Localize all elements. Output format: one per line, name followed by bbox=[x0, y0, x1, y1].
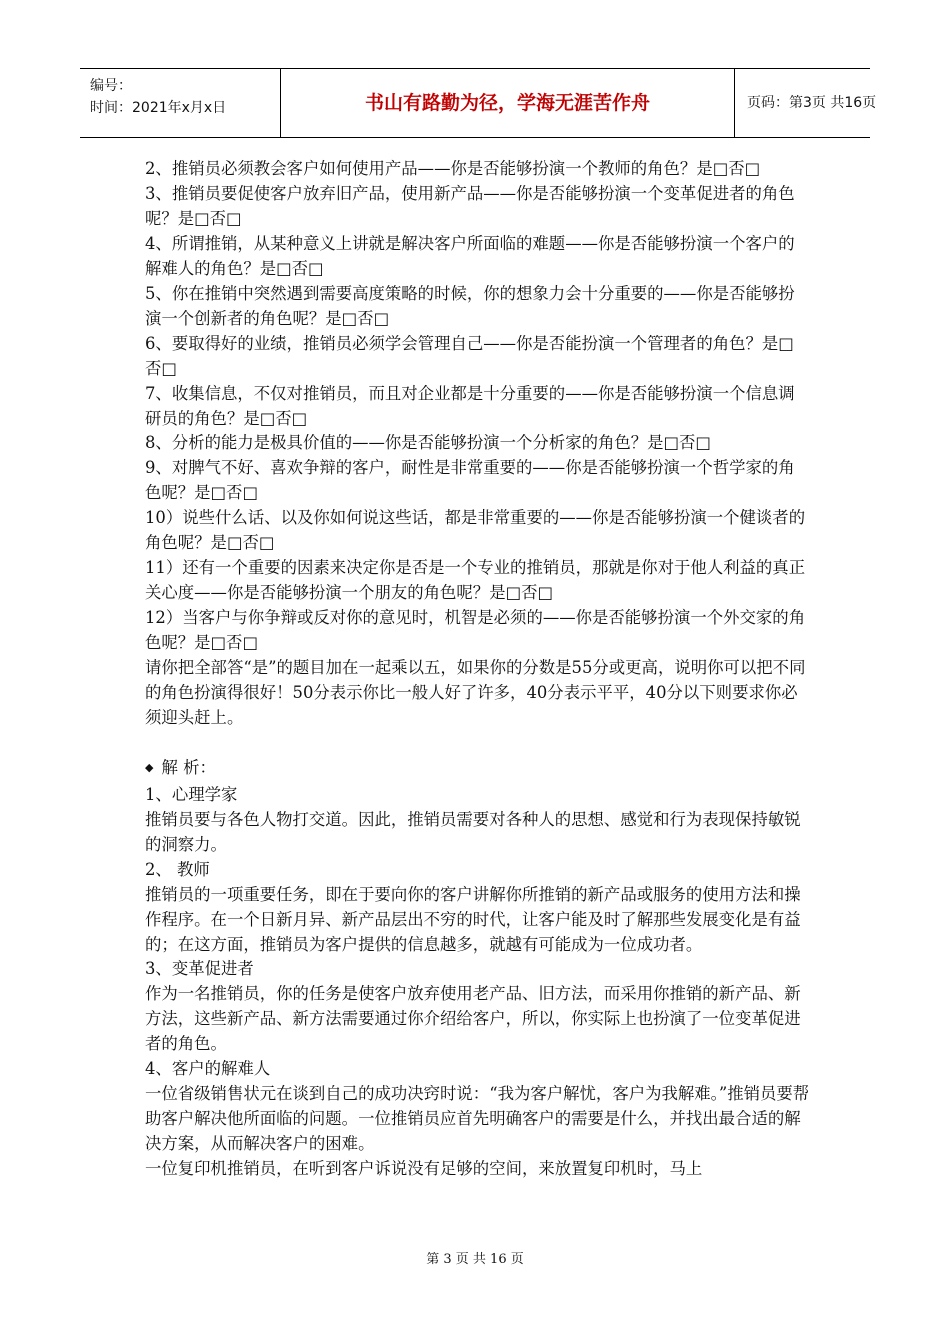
header-page-number: 页码：第3页 共16页 bbox=[747, 95, 877, 111]
document-body bbox=[145, 157, 810, 1182]
date-line: 时间：2021年x月x日 bbox=[90, 100, 227, 116]
section-paragraph-1: 推销员要与各色人物打交道。因此，推销员需要对各种人的思想、感觉和行为表现保持敏锐的洞察力。 bbox=[145, 809, 801, 854]
question-8: 8、分析的能力是极具价值的——你是否能够扮演一个分析家的角色？是□否□ bbox=[145, 433, 711, 453]
question-10: 10）说些什么话、以及你如何说这些话，都是非常重要的——你是否能够扮演一个健谈者的角色呢？是□否□ bbox=[145, 508, 806, 553]
section-paragraph-4a: 一位省级销售状元在谈到自己的成功决窍时说：“我为客户解忧，客户为我解难。”推销员要帮助客户解决他所面临的问题。一位推销员应首先明确客户的需要是什么，并找出最合适的解决方案，从而解决客户的困难。 bbox=[145, 1084, 810, 1154]
serial-number: 编号： bbox=[90, 78, 132, 94]
header-motto: 书山有路勤为径，学海无涯苦作舟 bbox=[280, 69, 735, 137]
question-3: 3、推销员要促使客户放弃旧产品，使用新产品——你是否能够扮演一个变革促进者的角色呢？是□否□ bbox=[145, 183, 795, 228]
analysis-heading bbox=[145, 756, 810, 783]
diamond-icon: ◆ bbox=[145, 760, 154, 774]
section-heading-1: 1、心理学家 bbox=[145, 784, 238, 804]
section-heading-2: 2、 教师 bbox=[145, 859, 210, 879]
question-6: 6、要取得好的业绩，推销员必须学会管理自己——你是否能扮演一个管理者的角色？是□否□ bbox=[145, 333, 794, 378]
blank-line bbox=[145, 731, 810, 756]
question-4: 4、所谓推销，从某种意义上讲就是解决客户所面临的难题——你是否能够扮演一个客户的解难人的角色？是□否□ bbox=[145, 233, 795, 278]
question-9: 9、对脾气不好、喜欢争辩的客户，耐性是非常重要的——你是否能够扮演一个哲学家的角色呢？是□否□ bbox=[145, 458, 795, 503]
section-paragraph-2: 推销员的一项重要任务，即在于要向你的客户讲解你所推销的新产品或服务的使用方法和操作程序。在一个日新月异、新产品层出不穷的时代，让客户能及时了解那些发展变化是有益的；在这方面，推销员为客户提供的信息越多，就越有可能成为一位成功者。 bbox=[145, 884, 801, 954]
question-2: 2、推销员必须教会客户如何使用产品——你是否能够扮演一个教师的角色？是□否□ bbox=[145, 159, 761, 178]
header-meta bbox=[80, 69, 280, 137]
section-paragraph-4b: 一位复印机推销员，在听到客户诉说没有足够的空间，来放置复印机时，马上 bbox=[145, 1159, 703, 1179]
page-header bbox=[80, 68, 877, 138]
question-5: 5、你在推销中突然遇到需要高度策略的时候，你的想象力会十分重要的——你是否能够扮演一个创新者的角色呢？是□否□ bbox=[145, 283, 795, 328]
section-heading-4: 4、客户的解难人 bbox=[145, 1059, 271, 1079]
page-footer: 第 3 页 共 16 页 bbox=[426, 1252, 524, 1267]
question-12: 12）当客户与你争辩或反对你的意见时，机智是必须的——你是否能够扮演一个外交家的角色呢？是□否□ bbox=[145, 608, 806, 653]
question-7: 7、收集信息，不仅对推销员，而且对企业都是十分重要的——你是否能够扮演一个信息调研员的角色？是□否□ bbox=[145, 383, 795, 428]
section-paragraph-3: 作为一名推销员，你的任务是使客户放弃使用老产品、旧方法，而采用你推销的新产品、新方法，这些新产品、新方法需要通过你介绍给客户，所以，你实际上也扮演了一位变革促进者的角色。 bbox=[145, 984, 801, 1054]
analysis-heading-text: 解 析： bbox=[161, 757, 216, 777]
scoring-paragraph: 请你把全部答“是”的题目加在一起乘以五，如果你的分数是55分或更高，说明你可以把不同的角色扮演得很好！50分表示你比一般人好了许多，40分表示平平，40分以下则要求你必须迎头赶上。 bbox=[145, 658, 806, 727]
question-11: 11）还有一个重要的因素来决定你是否是一个专业的推销员，那就是你对于他人利益的真正关心度——你是否能够扮演一个朋友的角色呢？是□否□ bbox=[145, 558, 806, 603]
section-heading-3: 3、变革促进者 bbox=[145, 959, 254, 979]
